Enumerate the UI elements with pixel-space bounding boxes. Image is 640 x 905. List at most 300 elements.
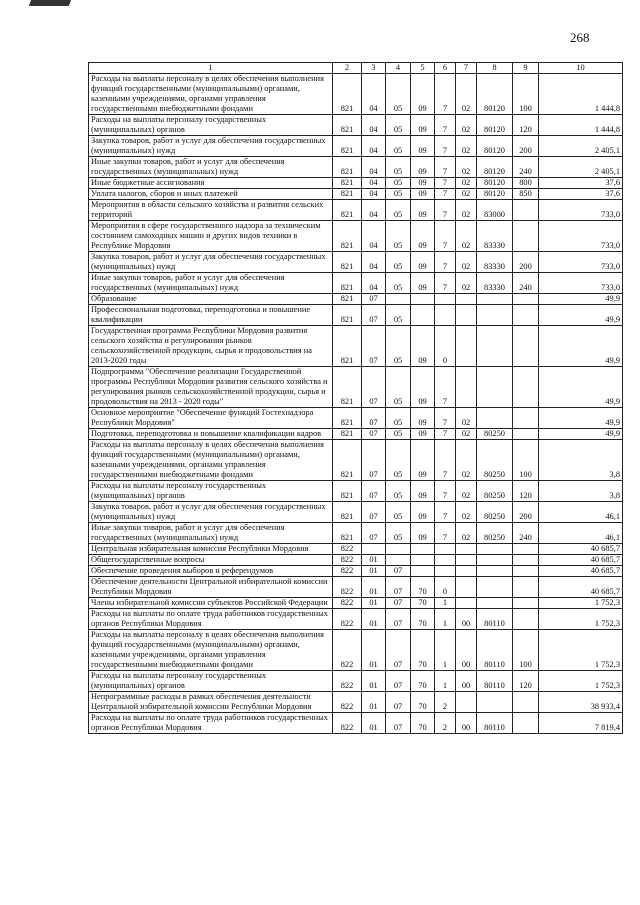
cell-amount: 40 685,7	[539, 566, 623, 577]
cell-section: 07	[362, 408, 386, 429]
cell-direction: 80120	[477, 178, 513, 189]
table-row	[89, 305, 623, 326]
table-row	[89, 273, 623, 294]
cell-amount: 49,9	[539, 408, 623, 429]
cell-subprogram: 7	[435, 157, 456, 178]
cell-ministry-code: 821	[333, 367, 362, 408]
cell-ministry-code: 822	[333, 630, 362, 671]
cell-program: 09	[411, 502, 435, 523]
cell-section: 07	[362, 429, 386, 440]
cell-program: 09	[411, 440, 435, 481]
cell-ministry-code: 821	[333, 136, 362, 157]
cell-amount: 40 685,7	[539, 544, 623, 555]
cell-direction: 80250	[477, 440, 513, 481]
cell-expense-type	[513, 408, 539, 429]
cell-subprogram: 1	[435, 598, 456, 609]
cell-amount: 2 405,1	[539, 136, 623, 157]
row-description: Расходы на выплаты персоналу государственных (муниципальных) органов	[89, 115, 333, 136]
cell-subprogram: 7	[435, 136, 456, 157]
cell-expense-type	[513, 692, 539, 713]
cell-section: 04	[362, 157, 386, 178]
cell-expense-type	[513, 577, 539, 598]
column-header: 6	[435, 63, 456, 74]
cell-subprogram	[435, 305, 456, 326]
cell-main-activity: 02	[456, 481, 477, 502]
cell-ministry-code: 821	[333, 221, 362, 252]
cell-direction: 80120	[477, 157, 513, 178]
row-description: Иные закупки товаров, работ и услуг для обеспечения государственных (муниципальных) нужд	[89, 157, 333, 178]
cell-amount: 40 685,7	[539, 555, 623, 566]
cell-subprogram	[435, 544, 456, 555]
cell-subprogram	[435, 555, 456, 566]
cell-expense-type: 200	[513, 252, 539, 273]
cell-ministry-code: 821	[333, 273, 362, 294]
cell-program: 09	[411, 408, 435, 429]
table-row	[89, 408, 623, 429]
row-description: Образование	[89, 294, 333, 305]
cell-program: 09	[411, 189, 435, 200]
row-description: Обеспечение проведения выборов и референдумов	[89, 566, 333, 577]
cell-subsection: 05	[386, 305, 411, 326]
cell-expense-type: 120	[513, 115, 539, 136]
cell-amount: 49,9	[539, 367, 623, 408]
row-description: Закупка товаров, работ и услуг для обеспечения государственных (муниципальных) нужд	[89, 502, 333, 523]
cell-ministry-code: 821	[333, 429, 362, 440]
cell-amount: 733,0	[539, 221, 623, 252]
cell-subsection: 07	[386, 566, 411, 577]
cell-main-activity: 02	[456, 440, 477, 481]
column-header: 1	[89, 63, 333, 74]
cell-expense-type: 240	[513, 523, 539, 544]
column-header: 10	[539, 63, 623, 74]
cell-ministry-code: 822	[333, 577, 362, 598]
cell-subprogram: 7	[435, 523, 456, 544]
cell-section: 01	[362, 577, 386, 598]
cell-program: 09	[411, 157, 435, 178]
cell-amount: 7 819,4	[539, 713, 623, 734]
column-header: 7	[456, 63, 477, 74]
cell-subsection: 05	[386, 440, 411, 481]
cell-program: 09	[411, 326, 435, 367]
cell-direction: 80120	[477, 189, 513, 200]
cell-amount: 49,9	[539, 429, 623, 440]
cell-direction	[477, 544, 513, 555]
cell-main-activity	[456, 566, 477, 577]
cell-subsection: 05	[386, 189, 411, 200]
cell-subsection: 05	[386, 74, 411, 115]
cell-subsection: 07	[386, 713, 411, 734]
column-header: 9	[513, 63, 539, 74]
cell-program: 70	[411, 609, 435, 630]
table-row	[89, 74, 623, 115]
cell-section: 07	[362, 326, 386, 367]
cell-program: 09	[411, 523, 435, 544]
cell-expense-type: 200	[513, 502, 539, 523]
header-row	[89, 63, 623, 74]
table-row	[89, 577, 623, 598]
cell-amount: 46,1	[539, 502, 623, 523]
cell-amount: 49,9	[539, 294, 623, 305]
cell-main-activity: 02	[456, 502, 477, 523]
row-description: Иные закупки товаров, работ и услуг для обеспечения государственных (муниципальных) нужд	[89, 273, 333, 294]
table-row	[89, 523, 623, 544]
budget-table-wrapper	[88, 62, 622, 734]
cell-main-activity: 02	[456, 178, 477, 189]
cell-program: 09	[411, 221, 435, 252]
column-header: 3	[362, 63, 386, 74]
cell-expense-type: 100	[513, 630, 539, 671]
cell-subsection: 05	[386, 157, 411, 178]
cell-amount: 1 752,3	[539, 630, 623, 671]
cell-subprogram: 7	[435, 221, 456, 252]
row-description: Профессиональная подготовка, переподготовка и повышение квалификации	[89, 305, 333, 326]
cell-ministry-code: 821	[333, 481, 362, 502]
row-description: Члены избирательной комиссии субъектов Российской Федерации	[89, 598, 333, 609]
cell-direction: 80110	[477, 671, 513, 692]
table-row	[89, 157, 623, 178]
cell-amount: 3,8	[539, 481, 623, 502]
cell-main-activity	[456, 544, 477, 555]
cell-ministry-code: 822	[333, 713, 362, 734]
cell-expense-type: 200	[513, 136, 539, 157]
cell-subsection: 05	[386, 326, 411, 367]
cell-amount: 733,0	[539, 252, 623, 273]
row-description: Расходы на выплаты персоналу государственных (муниципальных) органов	[89, 671, 333, 692]
table-row	[89, 671, 623, 692]
cell-main-activity: 00	[456, 671, 477, 692]
table-row	[89, 692, 623, 713]
cell-expense-type	[513, 609, 539, 630]
table-row	[89, 598, 623, 609]
table-row	[89, 481, 623, 502]
cell-section: 04	[362, 252, 386, 273]
cell-expense-type	[513, 598, 539, 609]
cell-amount: 733,0	[539, 200, 623, 221]
cell-expense-type	[513, 566, 539, 577]
cell-subprogram: 0	[435, 577, 456, 598]
cell-program: 70	[411, 577, 435, 598]
cell-main-activity: 00	[456, 630, 477, 671]
cell-subsection: 05	[386, 273, 411, 294]
cell-main-activity: 02	[456, 189, 477, 200]
cell-subprogram: 1	[435, 609, 456, 630]
row-description: Расходы на выплаты персоналу в целях обеспечения выполнения функций государственными (муниципальными) органами, казенными учреждениями, органами управления государственными внебюджетными фондами	[89, 440, 333, 481]
cell-direction: 80250	[477, 502, 513, 523]
cell-main-activity	[456, 326, 477, 367]
cell-expense-type	[513, 429, 539, 440]
cell-program: 09	[411, 136, 435, 157]
cell-program: 09	[411, 252, 435, 273]
cell-direction: 80110	[477, 630, 513, 671]
cell-expense-type: 120	[513, 671, 539, 692]
cell-subprogram: 7	[435, 115, 456, 136]
cell-main-activity	[456, 598, 477, 609]
cell-subsection: 05	[386, 429, 411, 440]
cell-expense-type	[513, 305, 539, 326]
cell-program: 09	[411, 429, 435, 440]
cell-direction	[477, 577, 513, 598]
cell-ministry-code: 822	[333, 598, 362, 609]
cell-subprogram: 7	[435, 481, 456, 502]
page-number: 268	[570, 30, 590, 45]
cell-section: 07	[362, 481, 386, 502]
cell-ministry-code: 821	[333, 178, 362, 189]
cell-amount: 40 685,7	[539, 577, 623, 598]
cell-direction: 80110	[477, 713, 513, 734]
cell-program: 70	[411, 692, 435, 713]
cell-direction	[477, 692, 513, 713]
row-description: Непрограммные расходы в рамках обеспечения деятельности Центральной избирательной комиссии Республики Мордовия	[89, 692, 333, 713]
cell-direction	[477, 555, 513, 566]
scan-artifact	[29, 0, 71, 6]
row-description: Расходы на выплаты по оплате труда работников государственных органов Республики Мордовия	[89, 609, 333, 630]
cell-ministry-code: 822	[333, 692, 362, 713]
table-row	[89, 178, 623, 189]
cell-section: 07	[362, 502, 386, 523]
cell-expense-type: 100	[513, 74, 539, 115]
cell-expense-type	[513, 326, 539, 367]
cell-ministry-code: 822	[333, 566, 362, 577]
cell-expense-type: 240	[513, 273, 539, 294]
cell-main-activity: 02	[456, 115, 477, 136]
cell-direction: 83000	[477, 200, 513, 221]
cell-amount: 733,0	[539, 273, 623, 294]
cell-section	[362, 544, 386, 555]
cell-subsection: 05	[386, 502, 411, 523]
cell-expense-type	[513, 713, 539, 734]
cell-program: 09	[411, 481, 435, 502]
cell-subsection: 07	[386, 671, 411, 692]
row-description: Закупка товаров, работ и услуг для обеспечения государственных (муниципальных) нужд	[89, 252, 333, 273]
cell-subsection: 05	[386, 136, 411, 157]
cell-subsection: 05	[386, 252, 411, 273]
row-description: Центральная избирательная комиссия Республики Мордовия	[89, 544, 333, 555]
cell-ministry-code: 821	[333, 189, 362, 200]
row-description: Подпрограмма "Обеспечение реализации Государственной программы Республики Мордовия развития сельского хозяйства и регулирования рынков сельскохозяйственной продукции, сырья и продовольствия на 2013 - 2020 годы"	[89, 367, 333, 408]
cell-main-activity	[456, 555, 477, 566]
cell-amount: 1 752,3	[539, 671, 623, 692]
cell-subsection	[386, 544, 411, 555]
cell-program	[411, 544, 435, 555]
column-header: 4	[386, 63, 411, 74]
cell-section: 07	[362, 523, 386, 544]
cell-main-activity: 02	[456, 429, 477, 440]
cell-program: 09	[411, 367, 435, 408]
cell-ministry-code: 821	[333, 157, 362, 178]
cell-section: 04	[362, 200, 386, 221]
table-row	[89, 440, 623, 481]
cell-expense-type	[513, 294, 539, 305]
cell-ministry-code: 821	[333, 440, 362, 481]
cell-program: 70	[411, 671, 435, 692]
cell-subsection: 05	[386, 367, 411, 408]
cell-amount: 1 444,8	[539, 115, 623, 136]
cell-section: 01	[362, 609, 386, 630]
cell-ministry-code: 821	[333, 200, 362, 221]
cell-subprogram: 1	[435, 630, 456, 671]
cell-subprogram	[435, 294, 456, 305]
cell-expense-type	[513, 367, 539, 408]
row-description: Обеспечение деятельности Центральной избирательной комиссии Республики Мордовия	[89, 577, 333, 598]
cell-ministry-code: 822	[333, 555, 362, 566]
cell-amount: 49,9	[539, 326, 623, 367]
cell-main-activity: 02	[456, 252, 477, 273]
row-description: Подготовка, переподготовка и повышение квалификации кадров	[89, 429, 333, 440]
cell-amount: 38 933,4	[539, 692, 623, 713]
cell-ministry-code: 821	[333, 252, 362, 273]
cell-section: 01	[362, 692, 386, 713]
cell-subprogram: 7	[435, 74, 456, 115]
cell-main-activity	[456, 294, 477, 305]
cell-direction: 83330	[477, 273, 513, 294]
row-description: Закупка товаров, работ и услуг для обеспечения государственных (муниципальных) нужд	[89, 136, 333, 157]
cell-ministry-code: 821	[333, 305, 362, 326]
cell-program: 70	[411, 713, 435, 734]
cell-direction	[477, 408, 513, 429]
table-row	[89, 326, 623, 367]
cell-amount: 1 752,3	[539, 609, 623, 630]
column-header: 8	[477, 63, 513, 74]
table-row	[89, 189, 623, 200]
cell-section: 01	[362, 713, 386, 734]
cell-section: 04	[362, 178, 386, 189]
cell-ministry-code: 821	[333, 523, 362, 544]
cell-program	[411, 566, 435, 577]
cell-subprogram	[435, 566, 456, 577]
cell-main-activity: 02	[456, 74, 477, 115]
cell-amount: 1 444,8	[539, 74, 623, 115]
cell-subprogram: 0	[435, 326, 456, 367]
cell-direction: 80250	[477, 523, 513, 544]
cell-expense-type: 120	[513, 481, 539, 502]
cell-direction: 80120	[477, 115, 513, 136]
cell-expense-type: 800	[513, 178, 539, 189]
table-row	[89, 367, 623, 408]
cell-section: 07	[362, 440, 386, 481]
cell-expense-type	[513, 555, 539, 566]
cell-program: 70	[411, 598, 435, 609]
row-description: Общегосударственные вопросы	[89, 555, 333, 566]
cell-subsection: 05	[386, 115, 411, 136]
cell-program: 70	[411, 630, 435, 671]
cell-main-activity: 00	[456, 609, 477, 630]
cell-program: 09	[411, 273, 435, 294]
table-row	[89, 502, 623, 523]
cell-subprogram: 7	[435, 252, 456, 273]
row-description: Мероприятия в сфере государственного надзора за техническим состоянием самоходных машин и других видов техники в Республике Мордовия	[89, 221, 333, 252]
cell-subsection: 07	[386, 598, 411, 609]
cell-section: 01	[362, 566, 386, 577]
cell-section: 04	[362, 221, 386, 252]
cell-subprogram: 7	[435, 273, 456, 294]
cell-section: 07	[362, 305, 386, 326]
cell-section: 04	[362, 115, 386, 136]
cell-main-activity	[456, 577, 477, 598]
cell-section: 04	[362, 273, 386, 294]
cell-subprogram: 7	[435, 408, 456, 429]
column-header: 5	[411, 63, 435, 74]
cell-subsection: 05	[386, 200, 411, 221]
cell-section: 04	[362, 189, 386, 200]
cell-expense-type	[513, 200, 539, 221]
cell-subprogram: 7	[435, 440, 456, 481]
cell-direction: 80110	[477, 609, 513, 630]
cell-subprogram: 7	[435, 178, 456, 189]
cell-program: 09	[411, 115, 435, 136]
cell-main-activity	[456, 692, 477, 713]
cell-amount: 49,9	[539, 305, 623, 326]
cell-subprogram: 1	[435, 671, 456, 692]
row-description: Иные бюджетные ассигнования	[89, 178, 333, 189]
table-row	[89, 294, 623, 305]
row-description: Расходы на выплаты по оплате труда работников государственных органов Республики Мордовия	[89, 713, 333, 734]
cell-section: 04	[362, 74, 386, 115]
cell-subsection: 05	[386, 178, 411, 189]
cell-amount: 3,8	[539, 440, 623, 481]
row-description: Расходы на выплаты персоналу в целях обеспечения выполнения функций государственными (муниципальными) органами, казенными учреждениями, органами управления государственными внебюджетными фондами	[89, 630, 333, 671]
cell-ministry-code: 822	[333, 671, 362, 692]
cell-expense-type: 240	[513, 157, 539, 178]
table-row	[89, 221, 623, 252]
cell-main-activity: 02	[456, 221, 477, 252]
table-row	[89, 566, 623, 577]
cell-subprogram: 2	[435, 692, 456, 713]
cell-amount: 46,1	[539, 523, 623, 544]
cell-direction	[477, 367, 513, 408]
cell-main-activity	[456, 305, 477, 326]
cell-ministry-code: 821	[333, 502, 362, 523]
row-description: Расходы на выплаты персоналу государственных (муниципальных) органов	[89, 481, 333, 502]
budget-table	[88, 62, 623, 734]
cell-direction: 80120	[477, 136, 513, 157]
cell-main-activity: 02	[456, 136, 477, 157]
cell-subsection: 07	[386, 692, 411, 713]
cell-program	[411, 305, 435, 326]
cell-direction: 83330	[477, 252, 513, 273]
cell-section: 07	[362, 367, 386, 408]
column-header: 2	[333, 63, 362, 74]
table-body	[89, 74, 623, 734]
cell-ministry-code: 822	[333, 544, 362, 555]
cell-subprogram: 7	[435, 502, 456, 523]
cell-subsection: 07	[386, 630, 411, 671]
cell-amount: 2 405,1	[539, 157, 623, 178]
cell-subsection: 05	[386, 481, 411, 502]
table-row	[89, 555, 623, 566]
cell-direction: 80250	[477, 429, 513, 440]
cell-program: 09	[411, 74, 435, 115]
cell-main-activity: 02	[456, 157, 477, 178]
cell-subsection	[386, 294, 411, 305]
table-row	[89, 136, 623, 157]
table-row	[89, 200, 623, 221]
cell-direction: 80250	[477, 481, 513, 502]
cell-expense-type: 100	[513, 440, 539, 481]
table-row	[89, 544, 623, 555]
cell-amount: 37,6	[539, 178, 623, 189]
cell-subsection: 05	[386, 221, 411, 252]
cell-amount: 1 752,3	[539, 598, 623, 609]
cell-direction	[477, 598, 513, 609]
cell-section: 04	[362, 136, 386, 157]
cell-program: 09	[411, 200, 435, 221]
row-description: Уплата налогов, сборов и иных платежей	[89, 189, 333, 200]
cell-program	[411, 555, 435, 566]
table-row	[89, 429, 623, 440]
cell-section: 01	[362, 598, 386, 609]
cell-subsection: 07	[386, 577, 411, 598]
row-description: Государственная программа Республики Мордовия развития сельского хозяйства и регулирования рынков сельскохозяйственной продукции, сырья и продовольствия на 2013-2020 годы	[89, 326, 333, 367]
